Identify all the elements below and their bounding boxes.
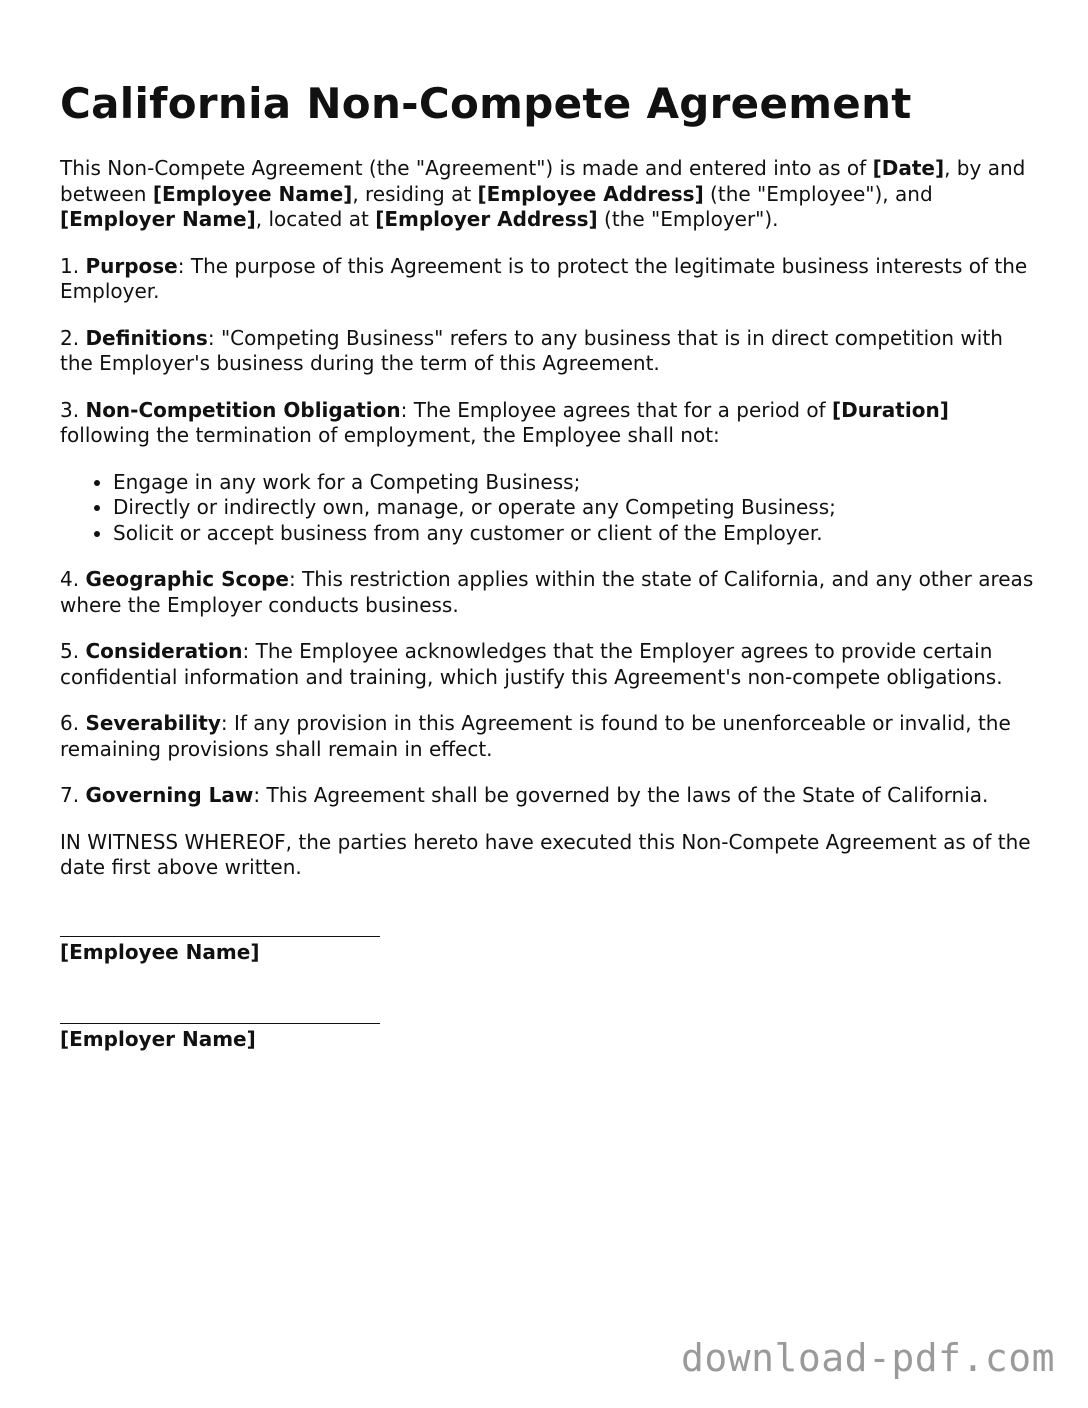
section-consideration: 5. Consideration: The Employee acknowledges that the Employer agrees to provide certain confidential information and training, which justify this Agreement's non-compete obligations.	[60, 639, 1003, 689]
document-page	[60, 76, 1035, 1094]
section-heading: Severability	[85, 711, 221, 735]
section-heading: Purpose	[85, 253, 178, 278]
employer-signature-line	[60, 1006, 380, 1024]
section-purpose: 1. Purpose: The purpose of this Agreement is to protect the legitimate business interests of the Employer.	[60, 253, 1028, 303]
employer-address-placeholder: [Employer Address]	[375, 207, 598, 231]
signature-block	[60, 919, 1035, 1053]
section-geographic-scope: 4. Geographic Scope: This restriction applies within the state of California, and any other areas where the Employer conducts business.	[60, 567, 1034, 617]
employee-address-placeholder: [Employee Address]	[477, 181, 704, 206]
employee-signature-line	[60, 919, 380, 937]
employee-name-placeholder: [Employee Name]	[152, 181, 353, 206]
list-item: • Directly or indirectly own, manage, or operate any Competing Business;	[113, 495, 1035, 521]
section-heading: Definitions	[85, 325, 208, 350]
section-governing-law: 7. Governing Law: This Agreement shall be governed by the laws of the State of California.	[60, 783, 989, 807]
section-heading: Non-Competition Obligation	[85, 397, 401, 422]
obligations-list	[60, 470, 1035, 547]
witness-paragraph: IN WITNESS WHEREOF, the parties hereto have executed this Non-Compete Agreement as of the date first above written.	[60, 829, 1031, 879]
section-heading: Governing Law	[85, 783, 254, 807]
duration-placeholder: [Duration]	[831, 397, 949, 422]
section-definitions: 2. Definitions: "Competing Business" refers to any business that is in direct competition with the Employer's business during the term of this Agreement.	[60, 325, 1003, 375]
section-heading: Consideration	[85, 639, 243, 663]
employer-signature-name: [Employer Name]	[60, 1027, 256, 1051]
employer-name-placeholder: [Employer Name]	[60, 207, 256, 231]
section-severability: 6. Severability: If any provision in this Agreement is found to be unenforceable or invalid, the remaining provisions shall remain in effect.	[60, 711, 1011, 761]
intro-paragraph: This Non-Compete Agreement (the "Agreement") is made and entered into as of [Date], by and between [Employee Name], residing at [Employee Address] (the "Employee"), and [Employer Name], located at [Employer Address] (the "Employer").	[60, 156, 1026, 231]
list-item: • Engage in any work for a Competing Business;	[113, 470, 1035, 496]
section-non-competition: 3. Non-Competition Obligation: The Employee agrees that for a period of [Duration] following the termination of employment, the Employee shall not:	[60, 397, 949, 447]
document-title: California Non-Compete Agreement	[60, 79, 912, 128]
watermark: download-pdf.com	[680, 1336, 1055, 1380]
section-heading: Geographic Scope	[85, 567, 289, 591]
employee-signature-name: [Employee Name]	[60, 939, 260, 964]
date-placeholder: [Date]	[872, 156, 945, 180]
list-item: • Solicit or accept business from any customer or client of the Employer.	[113, 521, 1035, 547]
